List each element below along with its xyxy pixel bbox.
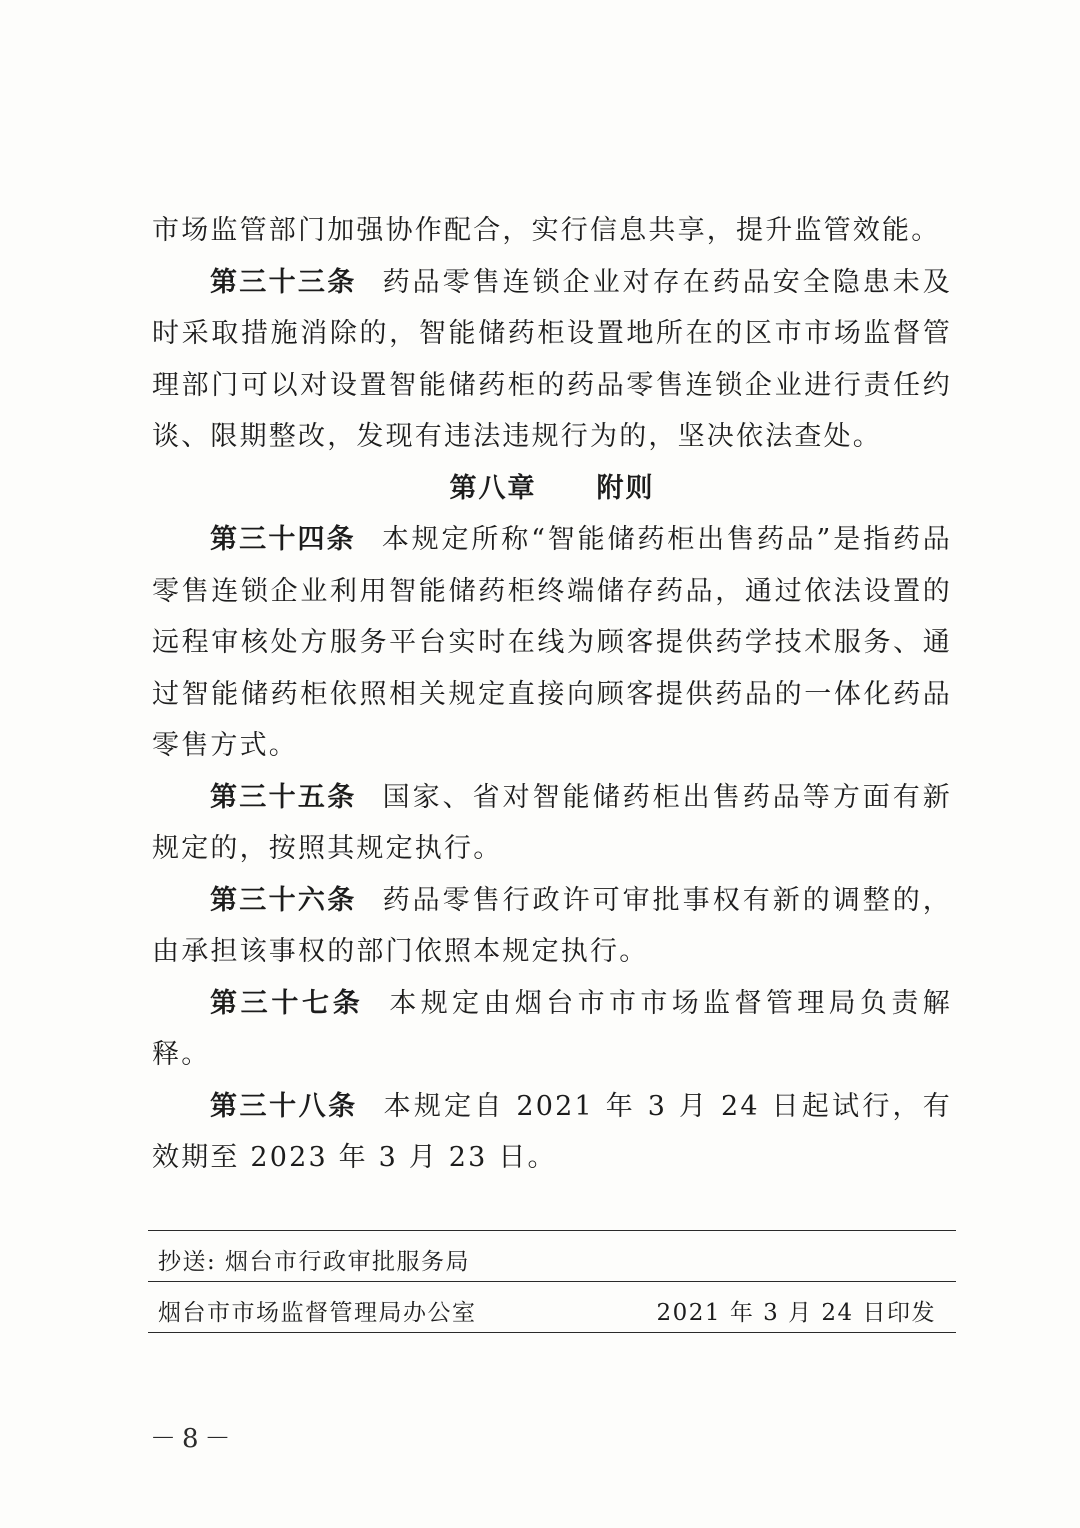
issuing-office: 烟台市市场监督管理局办公室 (158, 1300, 477, 1326)
cc-row (148, 1230, 956, 1281)
article-34 (152, 514, 952, 772)
article-text: 药品零售连锁企业对存在药品安全隐患未及时采取措施消除的，智能储药柜设置地所在的区市市场监督管理部门可以对设置智能储药柜的药品零售连锁企业进行责任约谈、限期整改，发现有违法违规行为的，坚决依法查处。 (152, 266, 952, 452)
article-38 (152, 1081, 952, 1184)
article-35 (152, 772, 952, 875)
article-text: 本规定由烟台市市市场监督管理局负责解释。 (152, 987, 952, 1070)
article-text: 本规定所称“智能储药柜出售药品”是指药品零售连锁企业利用智能储药柜终端储存药品，通过依法设置的远程审核处方服务平台实时在线为顾客提供药学技术服务、通过智能储药柜依照相关规定直接向顾客提供药品的一体化药品零售方式。 (152, 524, 952, 761)
document-footer-table (148, 1230, 956, 1333)
article-number: 第三十三条 (210, 266, 357, 298)
body-text (152, 205, 952, 1184)
article-text: 国家、省对智能储药柜出售药品等方面有新规定的，按照其规定执行。 (152, 781, 952, 864)
article-text: 药品零售行政许可审批事权有新的调整的，由承担该事权的部门依照本规定执行。 (152, 884, 952, 967)
article-36 (152, 875, 952, 978)
paragraph-continuation (152, 205, 952, 257)
issuer-row (148, 1281, 956, 1333)
chapter-title: 附则 (596, 472, 655, 504)
chapter-heading (152, 463, 952, 515)
article-text: 本规定自 2021 年 3 月 24 日起试行，有效期至 2023 年 3 月 23 日。 (152, 1090, 952, 1173)
article-number: 第三十七条 (210, 987, 364, 1019)
article-33 (152, 257, 952, 463)
issue-date: 2021 年 3 月 24 日印发 (656, 1300, 936, 1326)
paragraph-text: 市场监管部门加强协作配合，实行信息共享，提升监管效能。 (152, 215, 941, 246)
article-37 (152, 978, 952, 1081)
page-number: －8－ (150, 1424, 237, 1454)
article-number: 第三十五条 (210, 781, 357, 813)
article-number: 第三十六条 (210, 884, 357, 916)
cc-recipients: 抄送: 烟台市行政审批服务局 (158, 1249, 471, 1275)
article-number: 第三十四条 (210, 524, 356, 555)
article-number: 第三十八条 (210, 1090, 358, 1122)
chapter-number: 第八章 (449, 472, 537, 504)
